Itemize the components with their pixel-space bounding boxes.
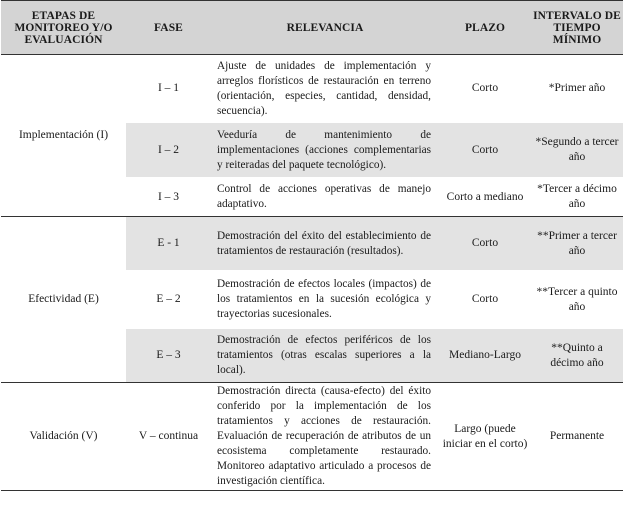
interval-cell: **Tercer a quinto año — [531, 271, 623, 329]
phase-cell: E – 2 — [126, 271, 211, 329]
term-cell: Mediano-Largo — [439, 329, 531, 383]
term-cell: Corto — [439, 55, 531, 123]
relevance-cell: Demostración del éxito del establecimiento de tratamientos de restauración (resultados). — [211, 217, 439, 271]
interval-cell: *Segundo a tercer año — [531, 123, 623, 178]
header-stage: ETAPAS DE MONITOREO Y/O EVALUACIÓN — [1, 1, 126, 55]
term-cell: Corto — [439, 217, 531, 271]
relevance-cell: Veeduría de mantenimiento de implementaciones (acciones complementarias y reiteradas del paquete tecnológico). — [211, 123, 439, 178]
interval-cell: *Tercer a décimo año — [531, 178, 623, 217]
header-phase: FASE — [126, 1, 211, 55]
header-term: PLAZO — [439, 1, 531, 55]
term-cell: Corto — [439, 271, 531, 329]
relevance-cell: Ajuste de unidades de implementación y arreglos florísticos de restauración en terreno (orientación, especies, cantidad, densidad, secuencia). — [211, 55, 439, 123]
phase-cell: E – 3 — [126, 329, 211, 383]
phase-cell: I – 1 — [126, 55, 211, 123]
interval-cell: Permanente — [531, 383, 623, 491]
stage-cell-effectiveness: Efectividad (E) — [1, 217, 126, 383]
interval-cell: *Primer año — [531, 55, 623, 123]
relevance-cell: Demostración de efectos periféricos de los tratamientos (otras escalas superiores a la local). — [211, 329, 439, 383]
table-row — [1, 383, 623, 491]
monitoring-table — [1, 0, 623, 491]
table-row — [1, 217, 623, 271]
phase-cell: I – 3 — [126, 178, 211, 217]
phase-cell: V – continua — [126, 383, 211, 491]
table-row — [1, 55, 623, 123]
stage-cell-validation: Validación (V) — [1, 383, 126, 491]
term-cell: Largo (puede iniciar en el corto) — [439, 383, 531, 491]
relevance-cell: Demostración directa (causa-efecto) del éxito conferido por la implementación de los tratamientos y acciones de restauración. Evaluación de recuperación de atributos de un ecosistema completamente restaurado. Monitoreo adaptativo articulado a procesos de investigación científica. — [211, 383, 439, 491]
header-row — [1, 1, 623, 55]
relevance-cell: Demostración de efectos locales (impactos) de los tratamientos en la sucesión ecológica y trayectorias sucesionales. — [211, 271, 439, 329]
header-relevance: RELEVANCIA — [211, 1, 439, 55]
phase-cell: I – 2 — [126, 123, 211, 178]
interval-cell: **Primer a tercer año — [531, 217, 623, 271]
phase-cell: E - 1 — [126, 217, 211, 271]
term-cell: Corto a mediano — [439, 178, 531, 217]
header-interval: INTERVALO DE TIEMPO MÍNIMO — [531, 1, 623, 55]
stage-cell-implementation: Implementación (I) — [1, 55, 126, 217]
relevance-cell: Control de acciones operativas de manejo adaptativo. — [211, 178, 439, 217]
interval-cell: **Quinto a décimo año — [531, 329, 623, 383]
term-cell: Corto — [439, 123, 531, 178]
